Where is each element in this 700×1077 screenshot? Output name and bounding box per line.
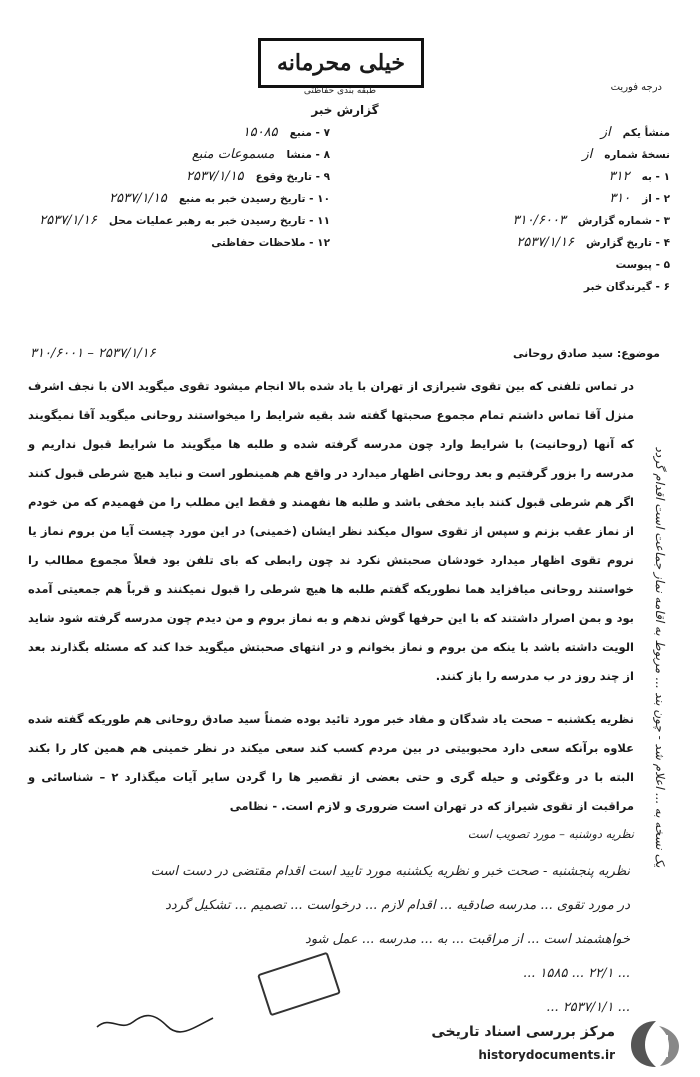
handwritten-line: نظریه پنجشنبه - صحت خبر و نظریه یکشنبه مورد تایید است اقدام مقتضی در دست است (150, 864, 630, 879)
right-field-list (395, 122, 670, 298)
subject-label: موضوع: سید صادق روحانی (512, 346, 660, 360)
field-row (30, 122, 330, 144)
field-label: ۸ - منشا (286, 149, 330, 161)
watermark-url: historydocuments.ir (478, 1048, 615, 1062)
field-label: نسخهٔ شماره (604, 149, 670, 161)
handwritten-line: خواهشمند است ... از مراقبت ... به ... مدرسه ... عمل شود (305, 932, 630, 947)
field-label: ۴ - تاریخ گزارش (586, 237, 670, 249)
subject-line (30, 340, 660, 366)
subject-reference: ۲۵۳۷/۱/۱۶ – ۳۱۰/۶۰۰۱ (30, 345, 156, 361)
field-value: ۳۱۰/۶۰۰۳ (512, 213, 566, 228)
field-row (395, 254, 670, 276)
field-value: ۲۵۳۷/۱/۱۶ (39, 213, 97, 228)
body-paragraph: در تماس تلفنی که بین تقوی شیرازی از تهران با یاد شده بالا انجام میشود تقوی میگوید الان با نجف اشرف منزل آقا تماس داشتم تمام مجموع صحبتها گفته شد بقیه شرایط را میخواستند روحانی میگوید آقا نمیگویند که آنها (روحانیت) با شرایط وارد چون مدرسه گرفته شده و طلبه ها میگویند ما شرایط قبول نداریم و مدرسه را بزور گرفتیم و بعد روحانی اظهار میدارد در واقع هم همینطور است و نباید هیچ شرطی قبول کنند اگر هم شرطی قبول کنند باید مخفی باشد و طلبه ها نفهمند و فقط این مطلب را من فهمیدم که من خودم از نماز عقب بزنم و سپس از تقوی سوال میکند نظر ایشان (خمینی) در این مورد چیست آیا من بروم نماز یا نروم تقوی اظهار میدارد خودشان صحبتش نکرد ند چون رابطی که بای تلفن بود فعلاً مجموع مطالب را خواستند روحانی میافزاید هما نطوریکه گفتم طلبه ها هیچ شرطی را قبول نمیکنند و قرباً هم جمعیتی آمده بود و بمن اصرار داشتند که با این حرفها گوش ندهم و به نماز بروم و من دیدم چون مدرسه گرفته شود شاید الویت داشته باشد با ینکه من بروم و نماز بخوانم و در انتهای صحبتش میگوید خدا کند که مسئله بگذارند بعد از چند روز در ب مدرسه را باز کنند. (28, 379, 634, 683)
field-label: ۵ - پیوست (615, 259, 670, 271)
field-label: ۱۱ - تاریخ رسیدن خبر به رهبر عملیات محل (108, 215, 330, 227)
field-label: ۲ - از (642, 193, 670, 205)
report-title: گزارش خبر (311, 103, 379, 117)
opinion-sunday: نظریه یکشنبه – صحت یاد شدگان و مفاد خبر مورد تائید بوده ضمناً سید صادق روحانی هم طوریکه گفته شده علاوه برآنکه سعی دارد محبوبیتی در بین مردم کسب کند سعی میکند در نظر خمینی هم همین کار را بکند البته با در وغگوئی و حیله گری و حتی بعضی از تقصیر ها را گردن سایر آیات میگذارد ۲ – شناسائی و مراقبت از تقوی شیراز که در تهران است ضروری و لازم است. - نظامی (28, 712, 635, 813)
handwritten-line: ... ۲۵۳۷/۱/۱ ... (546, 1000, 630, 1015)
field-value: ۱۵۰۸۵ (242, 125, 278, 140)
field-value: ۳۱۲ (608, 169, 630, 184)
handwritten-annotations (30, 855, 630, 1025)
field-label: منشأ یکم (622, 127, 670, 139)
field-row (30, 144, 330, 166)
margin-handwritten-note (640, 380, 680, 940)
field-value: ۳۱۰ (609, 191, 631, 206)
watermark-title: مرکز بررسی اسناد تاریخی (431, 1024, 615, 1040)
field-label: ۱ - به (641, 171, 670, 183)
field-row (395, 232, 670, 254)
classification-subtitle: طبقه بندی حفاظتی (303, 86, 377, 96)
left-field-list (30, 122, 330, 254)
report-body (28, 372, 634, 691)
margin-note-text: یک نسخه به ... اعلام شد - چون بند ... مربوط به اقامه نماز جماعت است اقدام گردد (653, 446, 667, 868)
field-row (395, 188, 670, 210)
field-value: ۲۵۳۷/۱/۱۵ (109, 191, 167, 206)
field-row (395, 144, 670, 166)
signature-scribble (95, 1012, 215, 1034)
field-label: ۱۰ - تاریخ رسیدن خبر به منبع (178, 193, 330, 205)
archive-logo-icon (627, 1018, 685, 1070)
handwritten-line: ... ۲۲/۱ ... ۱۵۸۵ ... (523, 966, 630, 981)
field-value: ۲۵۳۷/۱/۱۵ (186, 169, 244, 184)
field-row (395, 276, 670, 298)
field-value: از (600, 125, 611, 140)
priority-label: درجه فوریت (610, 82, 662, 93)
field-label: ۶ - گیرندگان خبر (583, 281, 670, 293)
field-row (30, 210, 330, 232)
handwritten-line: در مورد تقوی ... مدرسه صادقیه ... اقدام لازم ... درخواست ... تصمیم ... تشکیل گردد (165, 898, 630, 913)
field-label: ۹ - تاریخ وقوع (255, 171, 330, 183)
opinion-monday: نظریه دوشنبه – مورد تصویب است (467, 827, 634, 841)
field-row (30, 188, 330, 210)
field-row (395, 166, 670, 188)
field-value: از (582, 147, 593, 162)
archive-watermark (420, 1018, 685, 1070)
field-value: ۲۵۳۷/۱/۱۶ (516, 235, 575, 250)
field-label: ۳ - شماره گزارش (577, 215, 670, 227)
field-label: ۱۲ - ملاحظات حفاظتی (211, 237, 330, 249)
field-row (395, 122, 670, 144)
field-value: مسموعات منبع (191, 147, 275, 162)
field-row (30, 166, 330, 188)
field-label: ۷ - منبع (289, 127, 330, 139)
field-row (395, 210, 670, 232)
classification-stamp: خیلی محرمانه (258, 38, 424, 88)
field-row (30, 232, 330, 254)
